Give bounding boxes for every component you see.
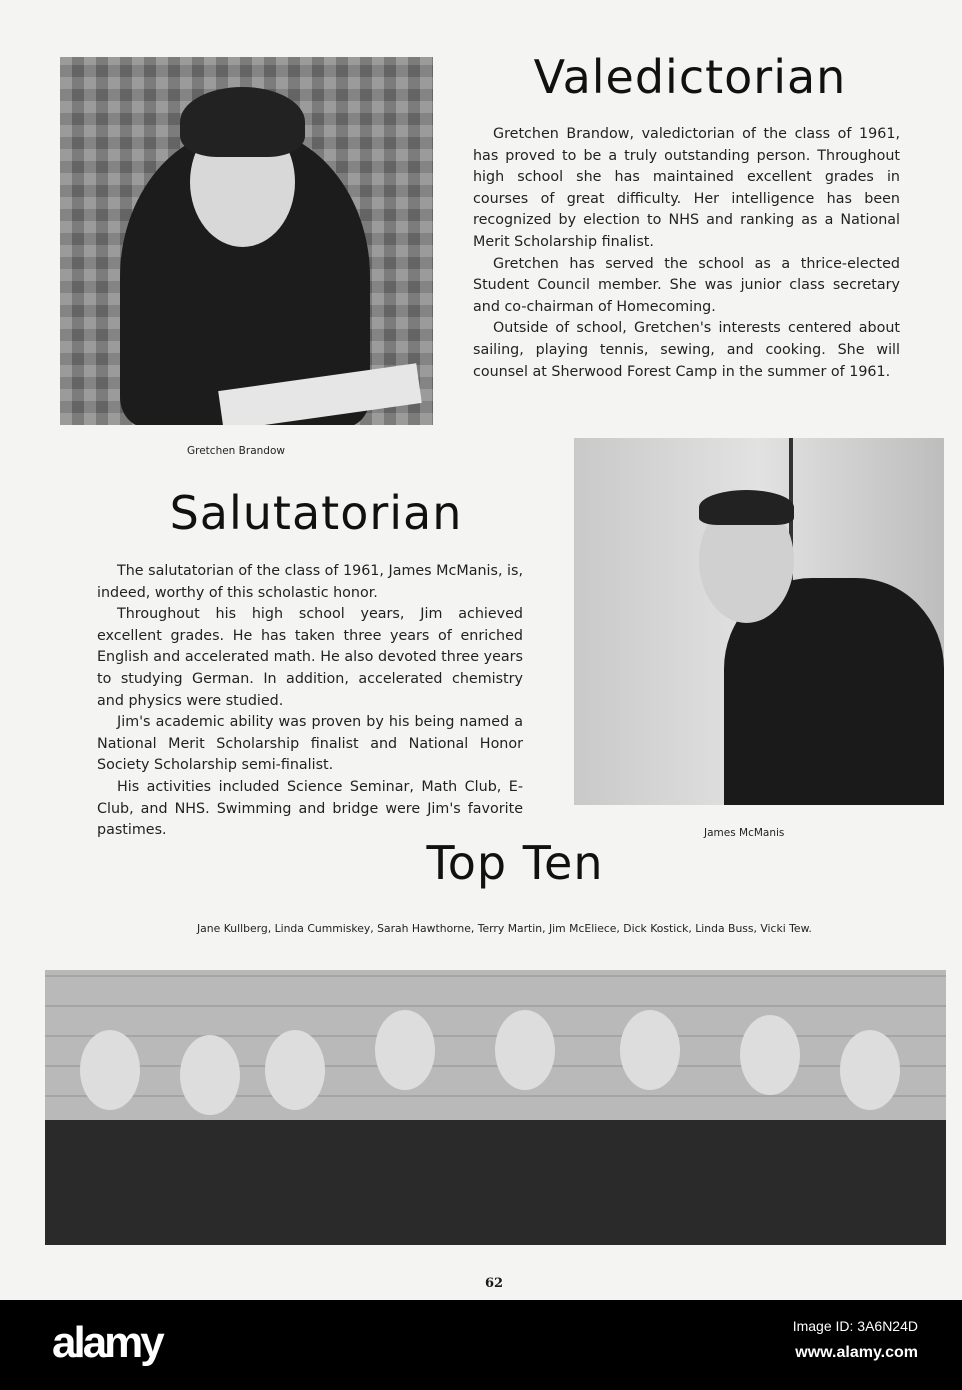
image-id: Image ID: 3A6N24D: [792, 1318, 918, 1334]
salutatorian-photo: [574, 438, 944, 805]
paragraph: His activities included Science Seminar, Math Club, E-Club, and NHS. Swimming and bridge were Jim's favorite pastimes.: [97, 778, 523, 839]
salutatorian-title: Salutatorian: [169, 486, 463, 540]
paragraph: Jim's academic ability was proven by his being named a National Merit Scholarship finalist and National Honor Society Scholarship semi-finalist.: [97, 714, 523, 774]
paragraph: Outside of school, Gretchen's interests centered about sailing, playing tennis, sewing, and cooking. She will counsel at Sherwood Forest Camp in the summer of 1961.: [473, 320, 900, 380]
paragraph: Throughout his high school years, Jim achieved excellent grades. He has taken three years of enriched English and accelerated math. He also devoted three years to studying German. In addition, accelerated chemistry and physics were studied.: [97, 606, 523, 709]
valedictorian-photo: [60, 57, 433, 425]
page-number: 62: [485, 1276, 504, 1291]
top-ten-title: Top Ten: [426, 836, 604, 890]
watermark-footer: [0, 1300, 962, 1390]
salutatorian-text: [97, 561, 523, 842]
paragraph: Gretchen Brandow, valedictorian of the class of 1961, has proved to be a truly outstanding person. Throughout high school she has maintained excellent grades in courses of great difficulty. Her intelligence has been recognized by election to NHS and ranking as a National Merit Scholarship finalist.: [473, 126, 900, 250]
paragraph: Gretchen has served the school as a thrice-elected Student Council member. She was junior class secretary and co-chairman of Homecoming.: [473, 255, 900, 315]
alamy-logo: alamy: [52, 1318, 162, 1367]
paragraph: The salutatorian of the class of 1961, James McManis, is, indeed, worthy of this scholastic honor.: [97, 563, 524, 601]
valedictorian-text: [473, 124, 900, 383]
alamy-url: www.alamy.com: [795, 1344, 918, 1361]
top-ten-group-photo: [45, 970, 946, 1245]
top-ten-names: Jane Kullberg, Linda Cummiskey, Sarah Hawthorne, Terry Martin, Jim McEliece, Dick Kostick, Linda Buss, Vicki Tew.: [197, 922, 812, 935]
valedictorian-title: Valedictorian: [533, 50, 847, 104]
valedictorian-caption: Gretchen Brandow: [187, 445, 285, 457]
salutatorian-caption: James McManis: [704, 827, 785, 839]
